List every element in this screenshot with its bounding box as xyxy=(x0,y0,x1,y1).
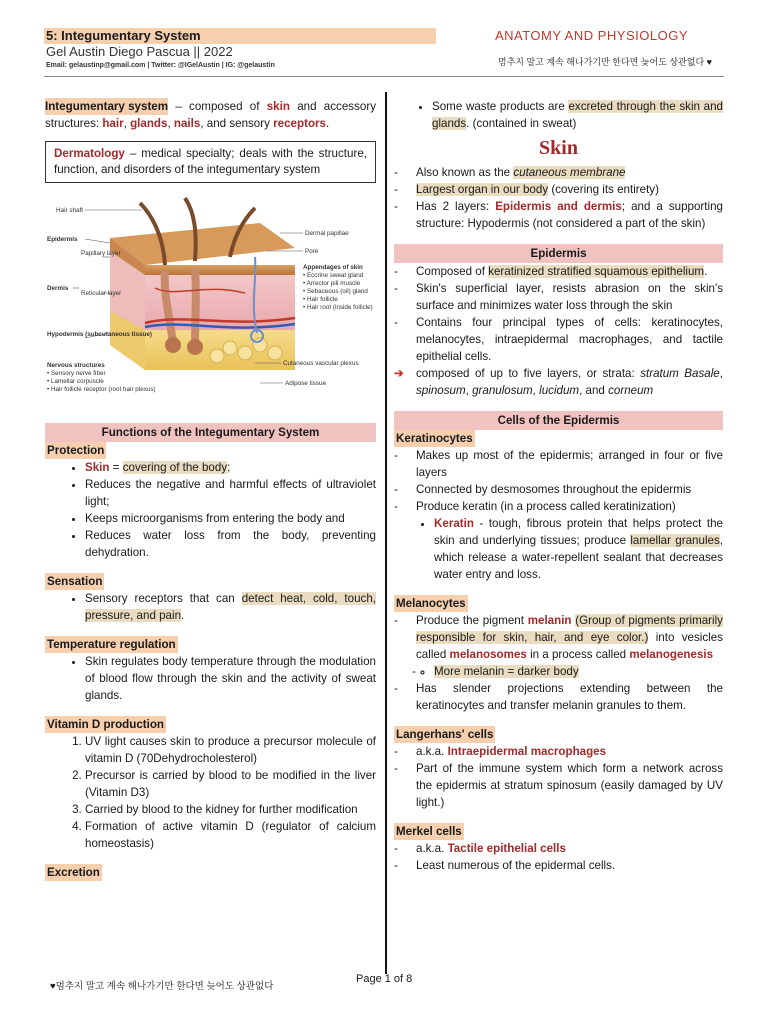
sensation-heading: Sensation xyxy=(47,575,103,588)
label-appendage-item: • Hair follicle xyxy=(303,296,338,303)
footer-motto: ♥멈추지 말고 계속 해나가기만 한다면 늦어도 상관없다 xyxy=(50,981,274,992)
list-item: • Skin regulates body temperature through the modulation of blood flow through the skin and the activity of sweat glands. xyxy=(85,653,376,704)
list-item: - Connected by desmosomes throughout the epidermis xyxy=(416,481,723,498)
skin-diagram xyxy=(45,193,376,403)
list-item: • Reduces the negative and harmful effects of ultraviolet light; xyxy=(85,476,376,510)
intro-text: , xyxy=(123,117,131,130)
excretion-highlight: excreted through the skin and glands xyxy=(432,100,723,130)
list-item: 3. Carried by blood to the kidney for further modification xyxy=(85,801,376,818)
list-item: - Part of the immune system which form a network across the epidermis at stratum spinosum (easily damaged by UV light.) xyxy=(416,760,723,811)
arrow-icon: ➔ xyxy=(394,367,404,380)
excretion-heading: Excretion xyxy=(47,866,100,879)
merkel-text: a.k.a. xyxy=(416,842,448,855)
subject-title: ANATOMY AND PHYSIOLOGY xyxy=(494,28,688,43)
skin-text: (covering its entirety) xyxy=(548,183,659,196)
sensation-text: . xyxy=(181,609,185,622)
list-item: 4. Formation of active vitamin D (regulator of calcium homeostasis) xyxy=(85,818,376,852)
label-appendage-item: • Arrector pili muscle xyxy=(303,280,361,287)
label-pore: Pore xyxy=(305,248,319,255)
merkel-list xyxy=(394,840,723,874)
strata-list xyxy=(394,365,723,399)
list-item: - Skin's superficial layer, resists abrasion on the skin's surface and minimizes water loss through the skin xyxy=(416,280,723,314)
chapter-title: 5: Integumentary System xyxy=(44,28,436,44)
sensation-highlight: detect heat, cold, touch, pressure, and pain xyxy=(85,592,376,622)
label-hair-shaft: Hair shaft xyxy=(56,207,83,214)
temperature-heading: Temperature regulation xyxy=(47,638,176,651)
skin-title: Skin xyxy=(539,137,578,159)
skin-text: ; and a supporting structure: Hypodermis (not considered a part of the skin) xyxy=(416,200,723,230)
merkel-heading: Merkel cells xyxy=(396,825,462,838)
list-item xyxy=(416,840,723,857)
list-item xyxy=(416,164,723,181)
label-reticular: Reticular layer xyxy=(81,290,122,297)
list-item: - Has slender projections extending between the keratinocytes and transfer melanin granules to them. xyxy=(416,680,723,714)
label-adipose: Adipose tissue xyxy=(285,380,326,387)
label-dermis: Dermis xyxy=(47,285,69,292)
label-nervous-item: • Hair follicle receptor (root hair plexus) xyxy=(47,386,156,393)
stratum-name: corneum xyxy=(608,384,654,397)
keratin-highlight: lamellar granules xyxy=(630,534,720,547)
left-column xyxy=(45,98,376,881)
skin-text: Also known as the xyxy=(416,166,514,179)
excretion-list xyxy=(394,98,723,132)
label-appendages-title: Appendages of skin xyxy=(303,264,363,271)
epidermis-text: Composed of xyxy=(416,265,489,278)
temperature-list xyxy=(45,653,376,704)
protection-heading: Protection xyxy=(47,444,105,457)
keratinocytes-heading: Keratinocytes xyxy=(396,432,473,445)
strata-text: , and xyxy=(579,384,609,397)
melanin-highlight: (Group of pigments primarily responsible for skin, hair, and eye color.) xyxy=(416,614,723,644)
skin-aka: cutaneous membrane xyxy=(513,166,626,179)
intro-nails: nails xyxy=(173,117,201,130)
list-item xyxy=(434,515,723,583)
skin-text: Has 2 layers: xyxy=(416,200,496,213)
protection-text: = xyxy=(109,461,123,474)
intro-paragraph xyxy=(45,98,376,132)
melanocytes-text: Produce the pigment xyxy=(416,614,528,627)
vitamin-d-heading: Vitamin D production xyxy=(47,718,165,731)
langerhans-aka: Intraepidermal macrophages xyxy=(447,745,607,758)
keratin-list xyxy=(394,515,723,583)
intro-text: , xyxy=(167,117,174,130)
keratinocytes-list xyxy=(394,447,723,515)
melanin-term: melanin xyxy=(527,614,572,627)
header-rule xyxy=(44,76,724,77)
sensation-list xyxy=(45,590,376,624)
sensation-text: Sensory receptors that can xyxy=(85,592,242,605)
skin-list xyxy=(394,164,723,232)
list-item xyxy=(416,743,723,760)
excretion-text: Some waste products are xyxy=(432,100,569,113)
author-line: Gel Austin Diego Pascua || 2022 xyxy=(46,44,233,59)
label-nervous-item: • Lamellar corpuscle xyxy=(47,378,104,385)
dermatology-text: – medical specialty; deals with the structure, function, and disorders of the integumentary system xyxy=(54,147,367,176)
protection-skin: Skin xyxy=(85,461,110,474)
intro-receptors: receptors xyxy=(273,117,326,130)
label-appendage-item: • Eccrine sweat gland xyxy=(303,272,364,279)
epidermis-text: . xyxy=(704,265,708,278)
list-item: - Contains four principal types of cells: keratinocytes, melanocytes, intraepidermal macrophages, and tactile epithelial cells. xyxy=(416,314,723,365)
label-appendage-item: • Hair root (inside follicle) xyxy=(303,304,373,311)
keratin-term: Keratin xyxy=(434,517,474,530)
list-item xyxy=(85,590,376,624)
cells-band: Cells of the Epidermis xyxy=(394,411,723,430)
list-item xyxy=(416,198,723,232)
page-number: Page 1 of 8 xyxy=(356,973,413,985)
list-item: - Produce keratin (in a process called keratinization) xyxy=(416,498,723,515)
protection-list xyxy=(45,459,376,561)
epidermis-list xyxy=(394,263,723,365)
intro-text: – composed of xyxy=(168,100,267,113)
column-divider xyxy=(385,92,387,974)
melanocytes-text: into vesicles called xyxy=(416,631,723,661)
label-papillary: Papillary layer xyxy=(81,250,121,257)
list-item: - Makes up most of the epidermis; arranged in four or five layers xyxy=(416,447,723,481)
label-vascular: Cutaneous vascular plexus xyxy=(283,360,359,367)
label-nervous-item: • Sensory nerve fiber xyxy=(47,370,106,377)
intro-text: , and sensory xyxy=(200,117,274,130)
intro-text: and accessory structures: xyxy=(45,100,376,130)
right-column xyxy=(394,98,723,874)
keratin-text: - tough, fibrous protein that helps protect the skin and underlying tissues; produce xyxy=(434,517,723,547)
dermatology-term: Dermatology xyxy=(54,147,125,160)
strata-text: , xyxy=(532,384,540,397)
header-motto: 멈추지 말고 계속 해나가기만 한다면 늦어도 상관없다 ♥ xyxy=(497,57,712,67)
list-item: 1. UV light causes skin to produce a precursor molecule of vitamin D (70Dehydrocholesterol) xyxy=(85,733,376,767)
vitamin-d-list xyxy=(45,733,376,852)
label-hypodermis: Hypodermis (subcutaneous tissue) xyxy=(47,331,152,338)
list-item xyxy=(432,98,723,132)
label-epidermis: Epidermis xyxy=(47,236,78,243)
list-item: • Reduces water loss from the body, preventing dehydration. xyxy=(85,527,376,561)
langerhans-heading: Langerhans' cells xyxy=(396,728,494,741)
melanocytes-text: in a process called xyxy=(526,648,630,661)
list-item: • Keeps microorganisms from entering the body and xyxy=(85,510,376,527)
strata-text: composed of up to five layers, or strata: xyxy=(416,367,641,380)
functions-band: Functions of the Integumentary System xyxy=(45,423,376,442)
melanin-sublist xyxy=(416,663,723,680)
list-item xyxy=(416,263,723,280)
melanocytes-heading: Melanocytes xyxy=(396,597,466,610)
intro-skin: skin xyxy=(266,100,290,113)
intro-term: Integumentary system xyxy=(45,100,169,113)
melanosomes-term: melanosomes xyxy=(449,648,527,661)
melanogenesis-term: melanogenesis xyxy=(629,648,714,661)
excretion-text: . (contained in sweat) xyxy=(466,117,577,130)
protection-covering: covering of the body xyxy=(122,461,228,474)
strata-text: , xyxy=(719,367,723,380)
list-item: - Least numerous of the epidermal cells. xyxy=(416,857,723,874)
contact-line: Email: gelaustinp@gmail.com | Twitter: @IGelAustin | IG: @gelaustin xyxy=(46,62,275,69)
stratum-name: stratum Basale xyxy=(640,367,720,380)
epidermis-highlight: keratinized stratified squamous epithelium xyxy=(488,265,705,278)
intro-text: . xyxy=(325,117,330,130)
stratum-name: spinosum xyxy=(416,384,466,397)
epidermis-band: Epidermis xyxy=(394,244,723,263)
more-melanin: More melanin = darker body xyxy=(434,665,579,678)
skin-layers: Epidermis and dermis xyxy=(495,200,622,213)
list-item: 2. Precursor is carried by blood to be modified in the liver (Vitamin D3) xyxy=(85,767,376,801)
protection-text: ; xyxy=(227,461,231,474)
list-item xyxy=(416,612,723,680)
stratum-name: granulosum xyxy=(472,384,533,397)
label-appendage-item: • Sebaceous (oil) gland xyxy=(303,288,368,295)
list-item xyxy=(416,181,723,198)
langerhans-list xyxy=(394,743,723,811)
intro-glands: glands xyxy=(130,117,168,130)
stratum-name: lucidum xyxy=(539,384,580,397)
skin-diagram-svg xyxy=(45,193,376,403)
keratin-text: , which release a water-repellent sealant that decreases water entry and loss. xyxy=(434,534,723,581)
list-item xyxy=(85,459,376,476)
dermatology-box xyxy=(45,141,376,183)
melanocytes-list xyxy=(394,612,723,714)
merkel-aka: Tactile epithelial cells xyxy=(447,842,566,855)
intro-hair: hair xyxy=(102,117,124,130)
label-nervous-title: Nervous structures xyxy=(47,362,105,369)
langerhans-text: a.k.a. xyxy=(416,745,448,758)
list-item xyxy=(434,663,723,680)
list-item xyxy=(394,365,723,399)
label-dermal-papillae: Dermal papillae xyxy=(305,230,349,237)
skin-largest: Largest organ in our body xyxy=(416,183,549,196)
strata-text: , xyxy=(465,384,473,397)
